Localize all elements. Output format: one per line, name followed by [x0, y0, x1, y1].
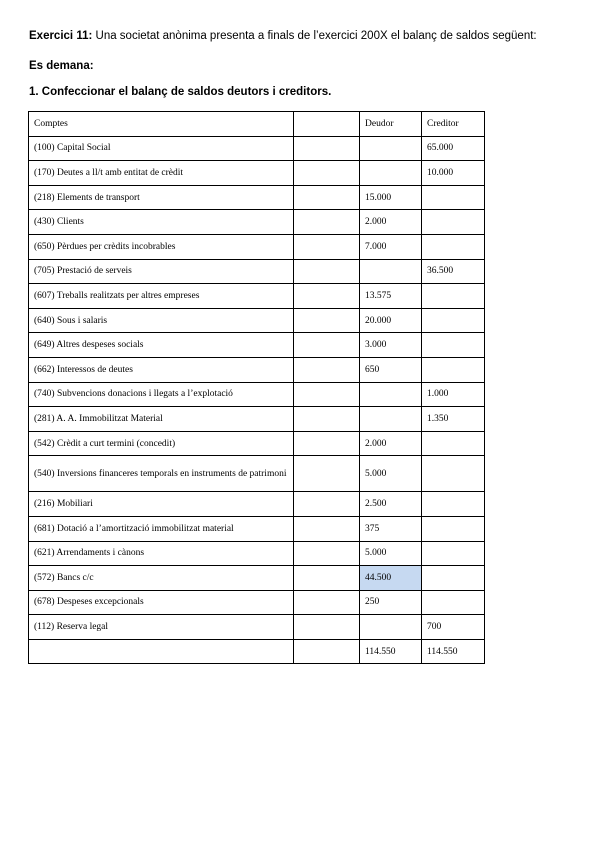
blank-cell [294, 136, 360, 161]
debit-cell: 5.000 [360, 541, 422, 566]
credit-cell [422, 308, 485, 333]
account-cell: (542) Crèdit a curt termini (concedit) [29, 431, 294, 456]
credit-cell: 1.350 [422, 407, 485, 432]
exercise-label: Exercici 11: [29, 30, 93, 42]
credit-cell: 10.000 [422, 161, 485, 186]
table-row [29, 541, 485, 566]
credit-cell [422, 516, 485, 541]
header-blank [294, 112, 360, 137]
header-row [29, 112, 485, 137]
credit-total: 114.550 [422, 639, 485, 664]
account-cell: (540) Inversions financeres temporals en instruments de patrimoni [29, 456, 294, 492]
table-row [29, 357, 485, 382]
account-cell: (740) Subvencions donacions i llegats a l’explotació [29, 382, 294, 407]
table-row [29, 590, 485, 615]
debit-cell: 7.000 [360, 234, 422, 259]
debit-cell: 375 [360, 516, 422, 541]
table-row [29, 615, 485, 640]
blank-cell [294, 185, 360, 210]
account-cell: (216) Mobiliari [29, 492, 294, 517]
table-row [29, 516, 485, 541]
debit-cell: 13.575 [360, 284, 422, 309]
account-cell: (170) Deutes a ll/t amb entitat de crèdit [29, 161, 294, 186]
blank-cell [294, 566, 360, 591]
debit-cell: 3.000 [360, 333, 422, 358]
credit-cell [422, 541, 485, 566]
blank-cell [294, 456, 360, 492]
debit-cell: 250 [360, 590, 422, 615]
credit-cell [422, 185, 485, 210]
account-cell: (218) Elements de transport [29, 185, 294, 210]
blank-cell [294, 333, 360, 358]
blank-cell [294, 382, 360, 407]
table-row [29, 431, 485, 456]
table-row [29, 456, 485, 492]
table-row [29, 136, 485, 161]
blank-cell [294, 639, 360, 664]
debit-cell [360, 136, 422, 161]
credit-cell: 700 [422, 615, 485, 640]
account-cell: (640) Sous i salaris [29, 308, 294, 333]
exercise-text: Una societat anònima presenta a finals de l’exercici 200X el balanç de saldos següent: [92, 30, 537, 42]
debit-cell: 2.000 [360, 210, 422, 235]
blank-cell [294, 492, 360, 517]
credit-cell [422, 456, 485, 492]
debit-cell [360, 259, 422, 284]
blank-cell [294, 234, 360, 259]
trial-balance-table [28, 111, 485, 664]
credit-cell: 65.000 [422, 136, 485, 161]
blank-cell [294, 308, 360, 333]
account-cell: (649) Altres despeses socials [29, 333, 294, 358]
debit-cell [360, 161, 422, 186]
totals-label-cell [29, 639, 294, 664]
credit-cell [422, 210, 485, 235]
table-row [29, 382, 485, 407]
debit-cell-selected[interactable]: 44.500 [360, 566, 422, 591]
account-cell: (281) A. A. Immobilitzat Material [29, 407, 294, 432]
blank-cell [294, 431, 360, 456]
blank-cell [294, 357, 360, 382]
blank-cell [294, 407, 360, 432]
blank-cell [294, 516, 360, 541]
account-cell: (650) Pèrdues per crèdits incobrables [29, 234, 294, 259]
table-row [29, 333, 485, 358]
header-debit: Deudor [360, 112, 422, 137]
debit-cell: 5.000 [360, 456, 422, 492]
table-row [29, 234, 485, 259]
header-credit: Creditor [422, 112, 485, 137]
account-cell: (678) Despeses excepcionals [29, 590, 294, 615]
credit-cell: 1.000 [422, 382, 485, 407]
account-cell: (100) Capital Social [29, 136, 294, 161]
blank-cell [294, 615, 360, 640]
exercise-statement [29, 30, 537, 42]
table-row [29, 407, 485, 432]
account-cell: (112) Reserva legal [29, 615, 294, 640]
blank-cell [294, 541, 360, 566]
credit-cell [422, 284, 485, 309]
credit-cell [422, 492, 485, 517]
table-row [29, 210, 485, 235]
debit-cell: 2.000 [360, 431, 422, 456]
account-cell: (572) Bancs c/c [29, 566, 294, 591]
debit-cell: 20.000 [360, 308, 422, 333]
credit-cell [422, 357, 485, 382]
blank-cell [294, 161, 360, 186]
blank-cell [294, 284, 360, 309]
debit-cell: 650 [360, 357, 422, 382]
credit-cell [422, 566, 485, 591]
account-cell: (430) Clients [29, 210, 294, 235]
table-row [29, 161, 485, 186]
account-cell: (705) Prestació de serveis [29, 259, 294, 284]
table-row [29, 259, 485, 284]
header-accounts: Comptes [29, 112, 294, 137]
credit-cell: 36.500 [422, 259, 485, 284]
table-row [29, 284, 485, 309]
credit-cell [422, 431, 485, 456]
account-cell: (662) Interessos de deutes [29, 357, 294, 382]
table-row [29, 185, 485, 210]
table-row [29, 492, 485, 517]
account-cell: (607) Treballs realitzats per altres empreses [29, 284, 294, 309]
debit-cell [360, 407, 422, 432]
request-heading: Es demana: [29, 60, 94, 72]
totals-row [29, 639, 485, 664]
blank-cell [294, 590, 360, 615]
account-cell: (681) Dotació a l’amortització immobilitzat material [29, 516, 294, 541]
account-cell: (621) Arrendaments i cànons [29, 541, 294, 566]
task-heading: 1. Confeccionar el balanç de saldos deutors i creditors. [29, 86, 332, 98]
debit-cell [360, 615, 422, 640]
credit-cell [422, 590, 485, 615]
debit-cell [360, 382, 422, 407]
credit-cell [422, 333, 485, 358]
table-row [29, 566, 485, 591]
debit-cell: 15.000 [360, 185, 422, 210]
credit-cell [422, 234, 485, 259]
debit-total: 114.550 [360, 639, 422, 664]
table-row [29, 308, 485, 333]
blank-cell [294, 210, 360, 235]
blank-cell [294, 259, 360, 284]
debit-cell: 2.500 [360, 492, 422, 517]
